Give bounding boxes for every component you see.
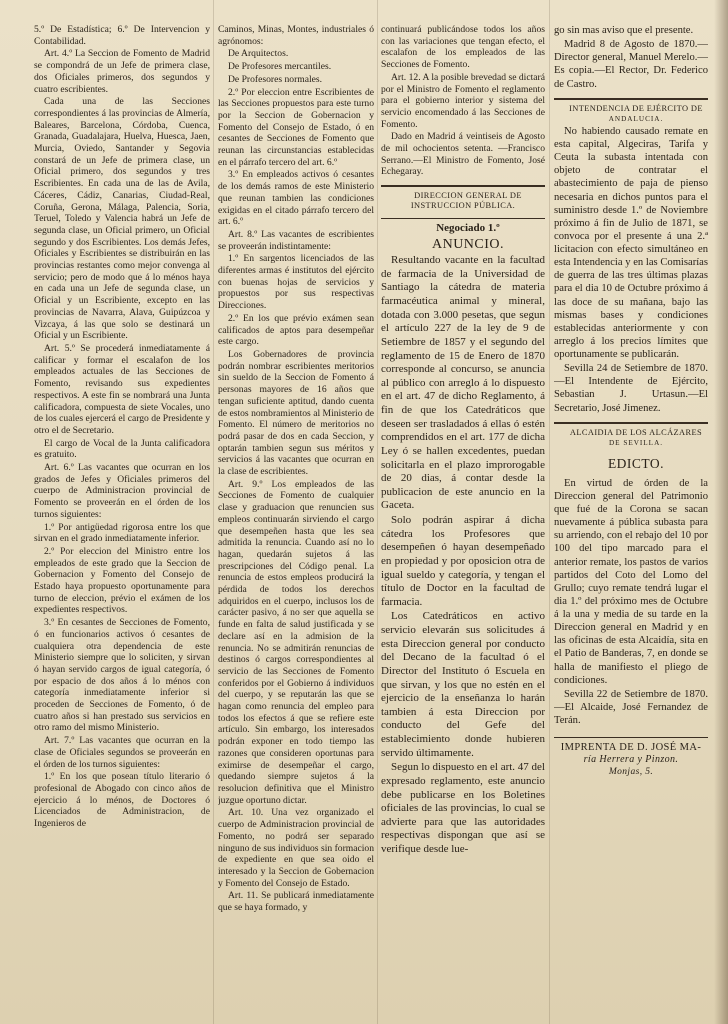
paragraph: go sin mas aviso que el presente. — [554, 25, 694, 36]
section-title: ALCAIDIA DE LOS ALCÁZARES — [569, 427, 703, 437]
paragraph: 2.º En los que prévio exámen sean calificados de aptos para desempeñar este cargo. — [218, 312, 374, 348]
paragraph: Art. 6.º Las vacantes que ocurran en los grados de Jefes y Oficiales primeros del cuerpo de Administracion provincial de Fomento se proveerán en el órden de los turnos siguientes: — [34, 462, 210, 520]
paragraph: 3.º En empleados activos ó cesantes de los demás ramos de este Ministerio que reunan tambien las condiciones exigidas en el citado párrafo tercero del art. 6.º — [218, 169, 374, 228]
column-4 — [554, 24, 708, 1016]
paragraph: Art. 8.º Las vacantes de escribientes se proveerán indistintamente: — [218, 228, 374, 252]
imprint-line: Monjas, 5. — [608, 766, 654, 777]
paragraph: De Profesores mercantiles. — [228, 61, 332, 73]
paragraph: 2.º Por eleccion del Ministro entre los empleados de este grado que la Seccion de Gobernacion y Fomento del Consejo de Estado haya propuesto oportunamente para turno de eleccion, prévio el exámen de los expedientes respectivos. — [34, 545, 210, 616]
paragraph: Art. 10. Una vez organizado el cuerpo de Administracion provincial de Fomento, no podrá ser separado ninguno de sus individuos sin formacion de expediente en que sea oido el interesado y la Seccion de Gobernacion y Fomento del Consejo de Estado. — [218, 807, 374, 889]
imprint-line: ría Herrera y Pinzon. — [583, 754, 679, 766]
paragraph: Cada una de las Secciones correspondientes á las provincias de Almería, Baleares, Barcelona, Córdoba, Cuenca, Granada, Guadalajara, Huelva, Huesca, Jaen, Murcia, Oviedo, Santander y Segovia constará de un Jefe de primera clase, un Oficial primero, dos segundos y tres Escribientes. En cada una de las de Avila, Cáceres, Cádiz, Canarias, Ciudad-Real, Coruña, Gerona, Málaga, Palencia, Soria, Teruel, Toledo y Valencia habrá un Jefe de segunda clase, un Oficial primero, un Oficial segundo y dos Escribientes. Los demás Jefes, Oficiales y Escribientes se distribuirán en las provincias restantes como mejor convenga al servicio; pero de modo que á lo ménos haya en cada una un Jefe de segunda clase, un Oficial y un Escribiente, excepto en las provincias de Navarra, Alava, Guipúzcoa y Vizcaya, á las que solo se destinará un Oficial y un Escribiente. — [34, 96, 210, 342]
paragraph: Art. 12. A la posible brevedad se dictará por el Ministro de Fomento el reglamento para el gobierno interior y sistema del servicio encomendado á las Secciones de Fomento. — [381, 71, 545, 130]
section-rule — [554, 422, 708, 424]
paragraph: Madrid 8 de Agosto de 1870.—Director general, Manuel Merelo.—Es copia.—El Rector, Dr. Federico de Castro. — [554, 39, 708, 90]
paragraph: Caminos, Minas, Montes, industriales ó agrónomos: — [218, 24, 374, 47]
paragraph: 3.º En cesantes de Secciones de Fomento, ó en funcionarios activos ó cesantes de cualquiera otra dependencia de este Ministerio siempre que lo soliciten, y sirvan ó hayan servido cargos de igual categoría, ó por espacio de dos años á lo ménos con categoría inmediatamente inferior si proceden de Secciones de Fomento, ó de cuatro años si han prestado sus servicios en otro ramo del mismo Ministerio. — [34, 617, 210, 734]
section-subtitle: ANDALUCIA. — [608, 115, 664, 124]
paragraph: De Profesores normales. — [228, 73, 323, 85]
paragraph: Art. 9.º Los empleados de las Secciones de Fomento de cualquier clase y graduacion que renuncien sus empleos continuarán sirviendo el cargo que desempeñen hasta que les sea admitida la renuncia. Cuando así no lo hagan, quedarán sujetos á las prescripciones del Código penal. La renuncia de estos empleos producirá la pérdida de todos los derechos adquiridos en el cuerpo, inclusos los de carácter pasivo, á no ser que aquella se funde en falta de salud justificada y se declare así en la admision de la renuncia. No se admitirán renuncias de destinos ó cargos correspondientes al servicio de las Secciones de Fomento conferidos por el Gobierno á individuos del cuerpo, y se reputarán las que se hagan como renuncia del empleo para todos los efectos á que se refiere este artículo. Sin embargo, los interesados podrán exponer en todo tiempo las razones que consideren oportunas para eximirse de desempeñar el cargo, quedando siempre sujetos á la resolucion definitiva que el Ministro juzgue oportuno dictar. — [218, 478, 374, 806]
paragraph: Segun lo dispuesto en el art. 47 del expresado reglamento, este anuncio debe publicarse en los Boletines oficiales de las provincias, lo cual se advierte para que las autoridades respectivas dispongan que así se verifique desde lue- — [381, 761, 545, 855]
paragraph: Los Gobernadores de provincia podrán nombrar escribientes meritorios sin sueldo de la Seccion de Fomento á personas mayores de 16 años que tengan suficiente aptitud, dando cuenta de estos nombramientos al Ministerio de Fomento. El número de meritorios no podrá pasar de dos en cada Seccion, y optarán tambien segun sus méritos y servicios á las vacantes que ocurran en la clase de escribientes. — [218, 348, 374, 478]
page-edge-shadow — [714, 0, 728, 1024]
edicto-heading: EDICTO. — [607, 456, 665, 472]
column-divider — [213, 0, 214, 1024]
anuncio-heading: ANUNCIO. — [431, 237, 505, 253]
paragraph: Dado en Madrid á veintiseis de Agosto de mil ochocientos setenta. —Francisco Serrano.—El Ministro de Fomento, José Echegaray. — [381, 131, 545, 178]
column-1 — [34, 24, 210, 1016]
column-2 — [218, 24, 374, 1016]
paragraph: En virtud de órden de la Direccion general del Patrimonio que fué de la Corona se sacan nuevamente á pública subasta para su arriendo, con el rebajo del 10 por 100 del tipo marcado para el anterior remate, los pastos de varios partidos del Coto del Lomo del Grullo; cuyo remate tendrá lugar el dia 1.º del próximo mes de Octubre á la una y media de su tarde en la Direccion general en Madrid y en las oficinas de esta Alcaidía, sita en el Patio de Banderas, 7, en donde se halla de manifiesto el pliego de condiciones. — [554, 477, 708, 686]
paragraph: El cargo de Vocal de la Junta calificadora es gratuito. — [34, 437, 210, 461]
paragraph: continuará publicándose todos los años con las variaciones que tengan efecto, el escalafon de los empleados de las Secciones de Fomento. — [381, 24, 545, 71]
paragraph: Art. 5.º Se procederá inmediatamente á calificar y formar el escalafon de los empleados actuales de las Secciones de Fomento, revisando sus expedientes respectivos. A este fin se nombrará una Junta calificadora, compuesta de siete Vocales, uno de los cuales ejercerá el cargo de Presidente y otro el de Secretario. — [34, 342, 210, 436]
paragraph: Sevilla 24 de Setiembre de 1870.—El Intendente de Ejército, Sebastian J. Urtasun.—El Secretario, José Jimenez. — [554, 363, 708, 414]
paragraph: No habiendo causado remate en esta capital, Algeciras, Tarifa y Ceuta la subasta intentada con objeto de contratar el abastecimiento de paja de pienso necesaria en dichos puntos para el suministro desde 1.º de Noviembre próximo á fin de Julio de 1871, se convoca por el presente á una 2.ª licitacion con efecto simultáneo en esta Intendencia y en las Comisarías de guerra de las tres últimas plazas para el dia 10 de Octubre próximo á las doce de su mañana, bajo las mismas bases y condiciones establecidas anteriormente y con arreglo á los precios límites que oportunamente se publicarán. — [554, 125, 708, 361]
paragraph: 5.º De Estadística; 6.º De Intervencion y Contabilidad. — [34, 24, 210, 47]
paragraph: 1.º En sargentos licenciados de las diferentes armas é institutos del ejército con buenas hojas de servicios y propuestos por sus respectivas Direcciones. — [218, 253, 374, 312]
paragraph: Art. 4.º La Seccion de Fomento de Madrid se compondrá de un Jefe de primera clase, dos Oficiales primeros, dos segundos y cuatro escribientes. — [34, 48, 210, 95]
paragraph: Art. 11. Se publicará inmediatamente que se haya formado, y — [218, 890, 374, 914]
printer-imprint — [554, 737, 708, 778]
column-3 — [381, 24, 545, 1016]
section-rule — [381, 218, 545, 219]
paragraph: 2.º Por eleccion entre Escribientes de las Secciones propuestos para este turno por la Seccion de Gobernacion y Fomento del Consejo de Estado, ó en cesantes de Secciones de Fomento que reunan las circunstancias establecidas en el párrafo tercero del art. 6.º — [218, 86, 374, 168]
paragraph: Art. 7.º Las vacantes que ocurran en la clase de Oficiales segundos se proveerán en el órden de los turnos siguientes: — [34, 735, 210, 770]
negociado-heading: Negociado 1.º — [436, 221, 500, 234]
section-title: INTENDENCIA DE EJÉRCITO DE — [569, 103, 703, 113]
column-divider — [377, 0, 378, 1024]
paragraph: 1.º Por antigüedad rigorosa entre los que sirvan en el grado inmediatamente inferior. — [34, 521, 210, 545]
imprint-line: IMPRENTA DE D. JOSÉ MA- — [560, 742, 702, 754]
section-rule — [554, 98, 708, 100]
section-title: DIRECCION GENERAL DE INSTRUCCION PÚBLICA. — [410, 191, 522, 211]
paragraph: Resultando vacante en la facultad de farmacia de la Universidad de Santiago la cátedra de materia farmacéutica animal y mineral, dotada con 3.000 pesetas, que segun el artículo 227 de la ley de 9 de Setiembre de 1857 y el segundo del reglamento de 15 de Enero de 1870 corresponde al concurso, se anuncia al público con arreglo á lo dispuesto en el art. 47 de dicho Reglamento, á fin de que los Catedráticos que deseen ser trasladados á ellas ó estén comprendidos en el art. 177 de dicha Ley ó se hallen excedentes, puedan solicitarla en el plazo improrogable de 20 dias, á contar desde la publicacion de este anuncio en la Gaceta. — [381, 254, 545, 512]
paragraph: Los Catedráticos en activo servicio elevarán sus solicitudes á esta Direccion general por conducto del Decano de la facultad ó el Director del Instituto ó Escuela en que sirvan, y los que no estén en el ejercicio de la enseñanza lo harán tambien á esta Direccion por conducto del Gefe del establecimiento donde hubieren servido últimamente. — [381, 610, 545, 759]
section-rule — [381, 185, 545, 187]
paragraph: Sevilla 22 de Setiembre de 1870.—El Alcaide, José Fernandez de Terán. — [554, 688, 708, 727]
paragraph: 1.º En los que posean título literario ó profesional de Abogado con cinco años de ejercicio á lo ménos, de Doctores ó Licenciados de Administracion, de Ingenieros de — [34, 771, 210, 830]
paragraph: Solo podrán aspirar á dicha cátedra los Profesores que desempeñen ó hayan desempeñado en propiedad y por oposicion otra de igual sueldo y categoría, y tengan el título de Doctor en la facultad de farmacia. — [381, 514, 545, 608]
column-divider — [549, 0, 550, 1024]
paragraph: De Arquitectos. — [228, 48, 289, 60]
section-subtitle: DE SEVILLA. — [608, 439, 664, 448]
